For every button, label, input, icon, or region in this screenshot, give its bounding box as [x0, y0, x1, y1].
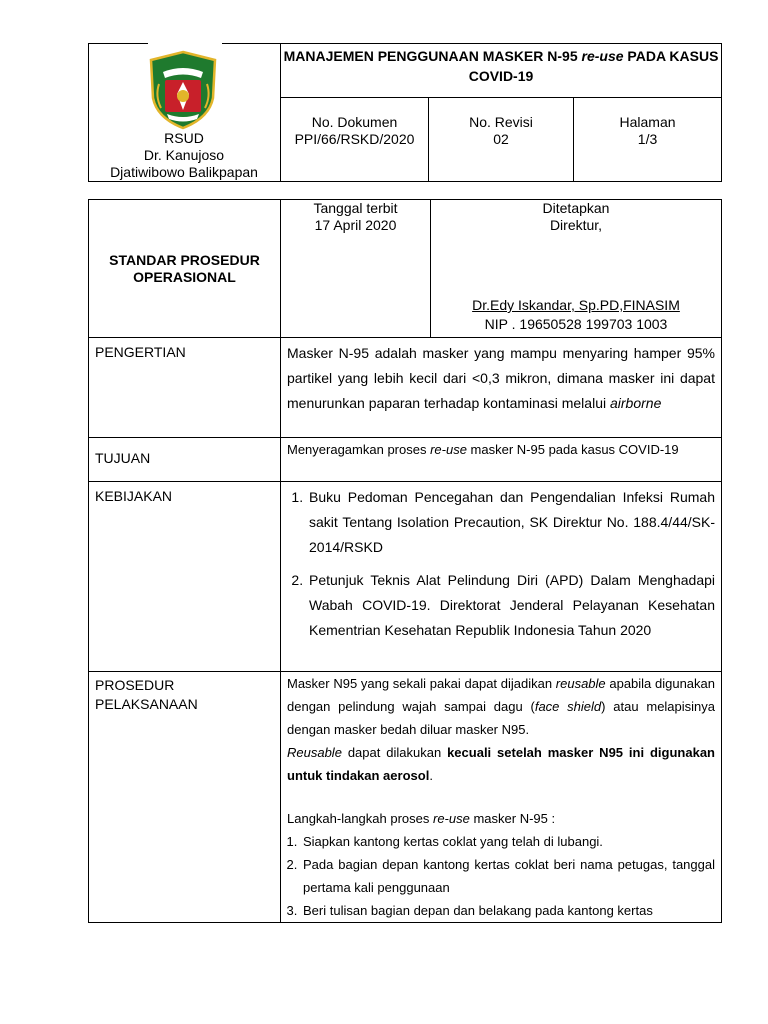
director-name: Dr.Edy Iskandar, Sp.PD,FINASIM: [472, 297, 680, 313]
hospital-identity-cell: [89, 44, 281, 182]
tujuan-label: TUJUAN: [89, 438, 281, 482]
sop-title: STANDAR PROSEDUR OPERASIONAL: [89, 200, 281, 338]
document-header-table: [88, 43, 722, 182]
kebijakan-list: [281, 482, 722, 672]
document-title: MANAJEMEN PENGGUNAAN MASKER N-95 re-use PADA KASUS COVID-19: [281, 44, 722, 98]
issue-date-cell: Tanggal terbit 17 April 2020: [281, 200, 431, 338]
hospital-name: RSUD Dr. Kanujoso Djatiwibowo Balikpapan: [110, 130, 258, 180]
steps-intro: Langkah-langkah proses re-use masker N-95 :: [287, 811, 556, 826]
pengertian-label: PENGERTIAN: [89, 338, 281, 438]
tujuan-text: Menyeragamkan proses re-use masker N-95 pada kasus COVID-19: [281, 438, 722, 482]
prosedur-label: PROSEDUR PELAKSANAAN: [89, 672, 281, 923]
kebijakan-item: 1. Buku Pedoman Pencegahan dan Pengendalian Infeksi Rumah sakit Tentang Isolation Precaution, SK Direktur No. 188.4/44/SK-2014/RSKD: [307, 485, 715, 560]
step-item: 1. Siapkan kantong kertas coklat yang telah di lubangi.: [301, 830, 715, 853]
step-item: 3. Beri tulisan bagian depan dan belakang pada kantong kertas: [301, 899, 715, 922]
kebijakan-item: 2. Petunjuk Teknis Alat Pelindung Diri (APD) Dalam Menghadapi Wabah COVID-19. Direktorat Jenderal Pelayanan Kesehatan Kementrian Kesehatan Republik Indonesia Tahun 2020: [307, 568, 715, 643]
step-item: 2. Pada bagian depan kantong kertas coklat beri nama petugas, tanggal pertama kali penggunaan: [301, 853, 715, 899]
prosedur-text: [281, 672, 722, 923]
director-nip: NIP . 19650528 199703 1003: [484, 316, 668, 332]
approval-cell: Ditetapkan Direktur, Dr.Edy Iskandar, Sp.PD,FINASIM NIP . 19650528 199703 1003: [431, 200, 722, 338]
hospital-emblem-icon: [147, 50, 219, 130]
kebijakan-label: KEBIJAKAN: [89, 482, 281, 672]
pengertian-text: Masker N-95 adalah masker yang mampu menyaring hamper 95% partikel yang lebih kecil dari <0,3 mikron, dimana masker ini dapat menurunkan paparan terhadap kontaminasi melalui airborne: [281, 338, 722, 438]
document-number-cell: No. Dokumen PPI/66/RSKD/2020: [281, 98, 429, 182]
prosedur-paragraph-2: Reusable dapat dilakukan kecuali setelah masker N95 ini digunakan untuk tindakan aerosol.: [287, 745, 715, 783]
page-number-cell: Halaman 1/3: [574, 98, 722, 182]
sop-table: [88, 199, 722, 923]
revision-cell: No. Revisi 02: [429, 98, 574, 182]
prosedur-paragraph-1: Masker N95 yang sekali pakai dapat dijadikan reusable apabila digunakan dengan pelindung wajah sampai dagu (face shield) atau melapisinya dengan masker bedah diluar masker N95.: [287, 676, 716, 737]
border-gap: [148, 40, 222, 46]
